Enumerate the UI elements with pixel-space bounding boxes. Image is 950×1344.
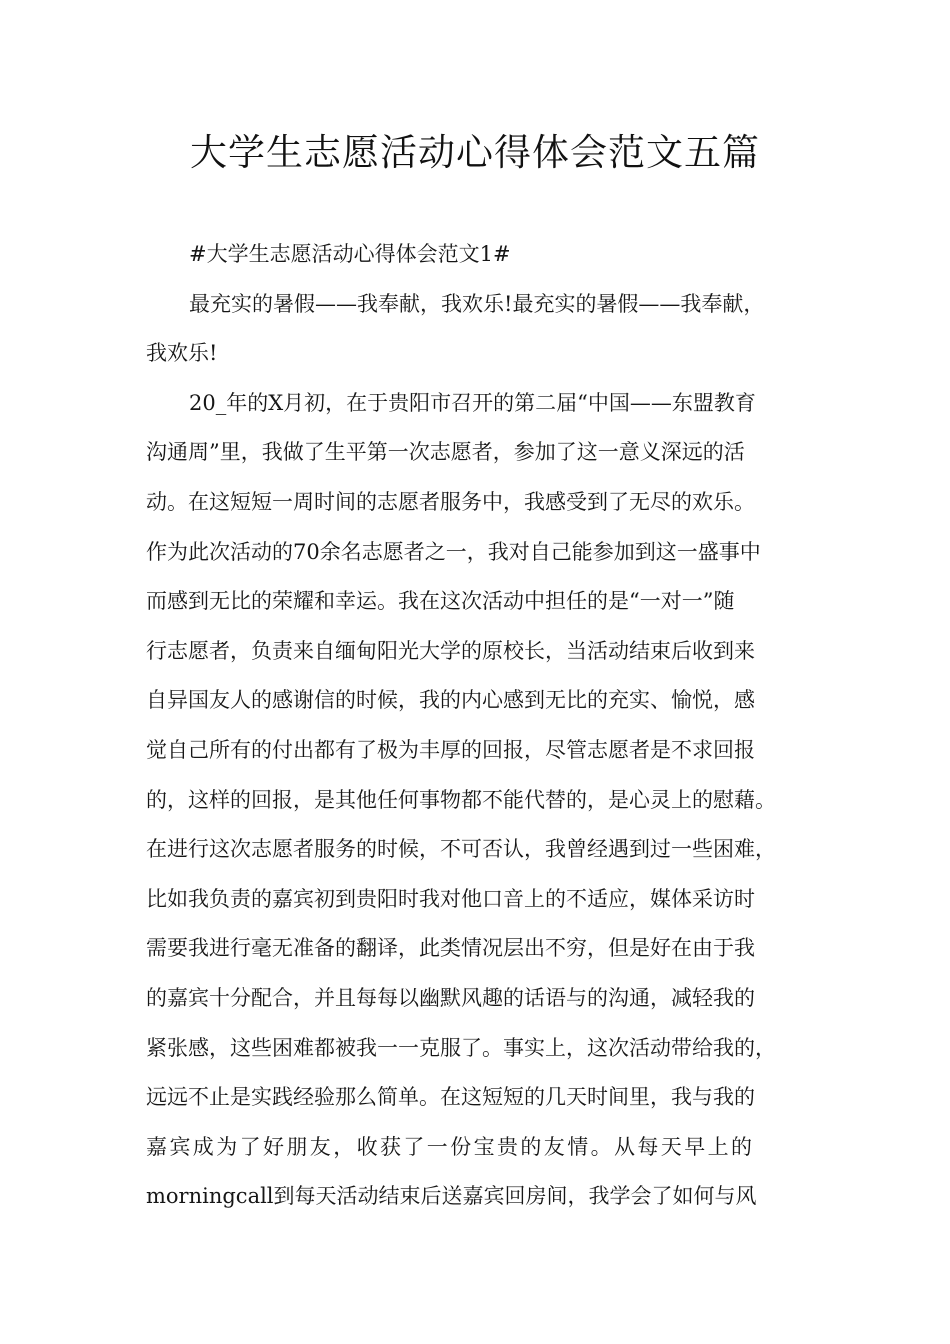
text-line: 比如我负责的嘉宾初到贵阳时我对他口音上的不适应，媒体采访时	[146, 886, 755, 911]
text-line: 20_年的X月初，在于贵阳市召开的第二届“中国——东盟教育	[189, 390, 756, 415]
text-line: 觉自己所有的付出都有了极为丰厚的回报，尽管志愿者是不求回报	[146, 737, 755, 762]
text-line: 的嘉宾十分配合，并且每每以幽默风趣的话语与的沟通，减轻我的	[146, 985, 755, 1010]
text-line: 需要我进行毫无准备的翻译，此类情况层出不穷，但是好在由于我	[146, 936, 755, 961]
text-line: 我欢乐!	[146, 341, 218, 366]
text-line: 最充实的暑假——我奉献，我欢乐!最充实的暑假——我奉献，	[189, 291, 765, 316]
text-line: 而感到无比的荣耀和幸运。我在这次活动中担任的是“一对一”随	[146, 589, 735, 614]
text-line: 的，这样的回报，是其他任何事物都不能代替的，是心灵上的慰藉。	[146, 787, 776, 812]
text-line: 自异国友人的感谢信的时候，我的内心感到无比的充实、愉悦，感	[146, 688, 755, 713]
text-line: 远远不止是实践经验那么简单。在这短短的几天时间里，我与我的	[146, 1085, 755, 1110]
text-line: #大学生志愿活动心得体会范文1#	[189, 242, 511, 266]
document-body	[146, 230, 826, 1222]
text-line: 沟通周”里，我做了生平第一次志愿者，参加了这一意义深远的活	[146, 440, 745, 465]
text-line: 紧张感，这些困难都被我一一克服了。事实上，这次活动带给我的，	[146, 1035, 776, 1060]
text-line: 在进行这次志愿者服务的时候，不可否认，我曾经遇到过一些困难，	[146, 837, 776, 862]
text-line: morningcall到每天活动结束后送嘉宾回房间，我学会了如何与风	[146, 1184, 757, 1209]
text-line: 作为此次活动的70余名志愿者之一，我对自己能参加到这一盛事中	[146, 539, 761, 564]
text-line: 嘉宾成为了好朋友，收获了一份宝贵的友情。从每天早上的	[146, 1134, 755, 1159]
document-title: 大学生志愿活动心得体会范文五篇	[190, 131, 760, 174]
text-line: 动。在这短短一周时间的志愿者服务中，我感受到了无尽的欢乐。	[146, 489, 755, 514]
text-line: 行志愿者，负责来自缅甸阳光大学的原校长，当活动结束后收到来	[146, 638, 755, 663]
